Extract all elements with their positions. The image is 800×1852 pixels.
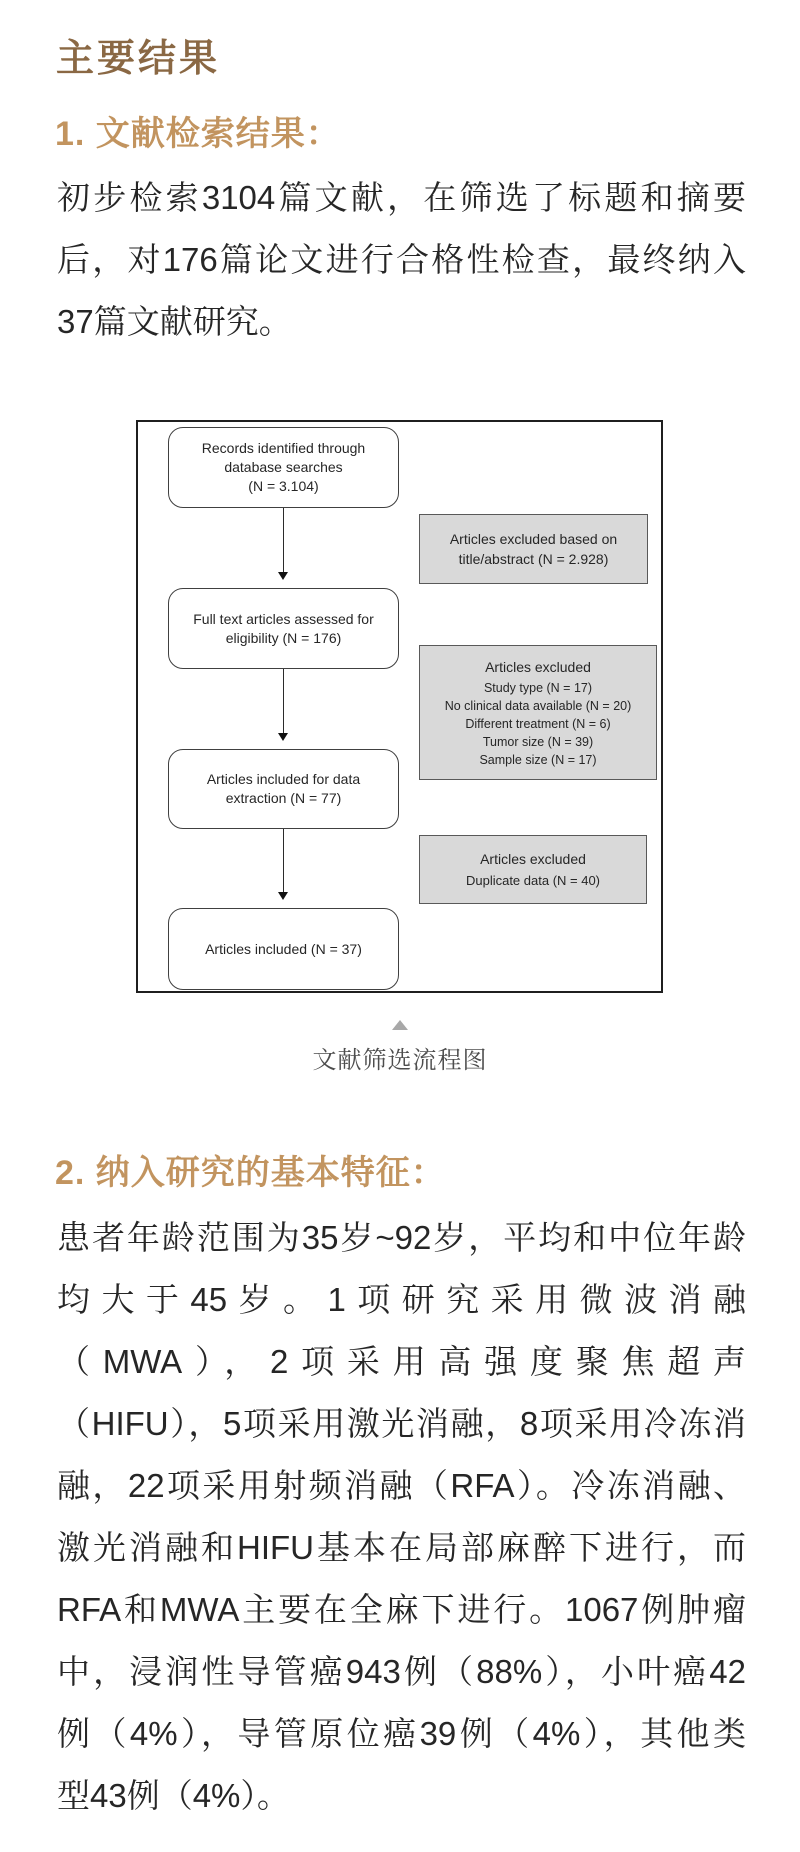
text-line: Articles included (N = 37) bbox=[205, 940, 362, 957]
section1-heading: 1. 文献检索结果： bbox=[55, 115, 341, 153]
text-line: （MWA），2项采用高强度聚焦超声 bbox=[57, 1343, 746, 1380]
flow-box-excluded-duplicate bbox=[419, 835, 647, 904]
arrow-down-icon bbox=[283, 829, 284, 898]
text-line: Duplicate data (N = 40) bbox=[465, 873, 601, 888]
text-line: extraction (N = 77) bbox=[225, 790, 342, 806]
text-line: Study type (N = 17) bbox=[483, 680, 593, 695]
text-line: eligibility (N = 176) bbox=[225, 629, 342, 646]
text-line: Different treatment (N = 6) bbox=[465, 716, 611, 731]
text-line: Tumor size (N = 39) bbox=[482, 734, 594, 749]
text-line: Articles excluded bbox=[485, 658, 591, 675]
text-line: No clinical data available (N = 20) bbox=[444, 698, 632, 713]
figure-caption: 文献筛选流程图 bbox=[312, 1047, 488, 1074]
text-line: 例（4%），导管原位癌39例（4%），其他类 bbox=[57, 1715, 746, 1752]
flow-box-excluded-reasons bbox=[419, 645, 657, 780]
section2-paragraph bbox=[57, 1207, 746, 1827]
text-line: Articles included for data bbox=[206, 771, 361, 787]
page-title: 主要结果 bbox=[56, 38, 221, 80]
flow-box-excluded-title-abstract bbox=[419, 514, 648, 584]
text-line: Sample size (N = 17) bbox=[479, 752, 597, 767]
text-line: (N = 3.104) bbox=[248, 478, 319, 494]
text-line: Full text articles assessed for bbox=[193, 610, 374, 627]
text-line: 初步检索3104篇文献，在筛选了标题和摘要 bbox=[57, 179, 746, 216]
section1-paragraph bbox=[57, 167, 746, 353]
text-line: database searches bbox=[224, 459, 343, 475]
arrow-down-icon bbox=[283, 508, 284, 578]
arrow-down-icon bbox=[283, 669, 284, 739]
text-line: Articles excluded bbox=[480, 851, 586, 867]
caption-pointer-icon bbox=[392, 1020, 408, 1030]
text-line: 型43例（4%）。 bbox=[57, 1777, 290, 1814]
text-line: 激光消融和HIFU基本在局部麻醉下进行，而 bbox=[57, 1529, 746, 1566]
text-line: 融，22项采用射频消融（RFA）。冷冻消融、 bbox=[57, 1467, 746, 1504]
text-line: title/abstract (N = 2.928) bbox=[458, 551, 609, 567]
text-line: Records identified through bbox=[201, 440, 366, 456]
flow-box-records-identified bbox=[168, 427, 399, 508]
section2-heading: 2. 纳入研究的基本特征： bbox=[55, 1154, 446, 1192]
text-line: 中，浸润性导管癌943例（88%），小叶癌42 bbox=[57, 1653, 746, 1690]
text-line: Articles excluded based on bbox=[449, 531, 618, 547]
flow-box-fulltext-assessed bbox=[168, 588, 399, 669]
text-line: RFA和MWA主要在全麻下进行。1067例肿瘤 bbox=[57, 1591, 746, 1628]
text-line: 后，对176篇论文进行合格性检查，最终纳入 bbox=[57, 241, 746, 278]
text-line: 37篇文献研究。 bbox=[57, 303, 292, 340]
text-line: 均大于45岁。1项研究采用微波消融 bbox=[57, 1281, 746, 1318]
flow-box-articles-included bbox=[168, 908, 399, 990]
flowchart-figure bbox=[136, 420, 663, 993]
text-line: 患者年龄范围为35岁~92岁，平均和中位年龄 bbox=[57, 1219, 746, 1256]
text-line: （HIFU），5项采用激光消融，8项采用冷冻消 bbox=[57, 1405, 746, 1442]
flow-box-included-for-extraction bbox=[168, 749, 399, 829]
